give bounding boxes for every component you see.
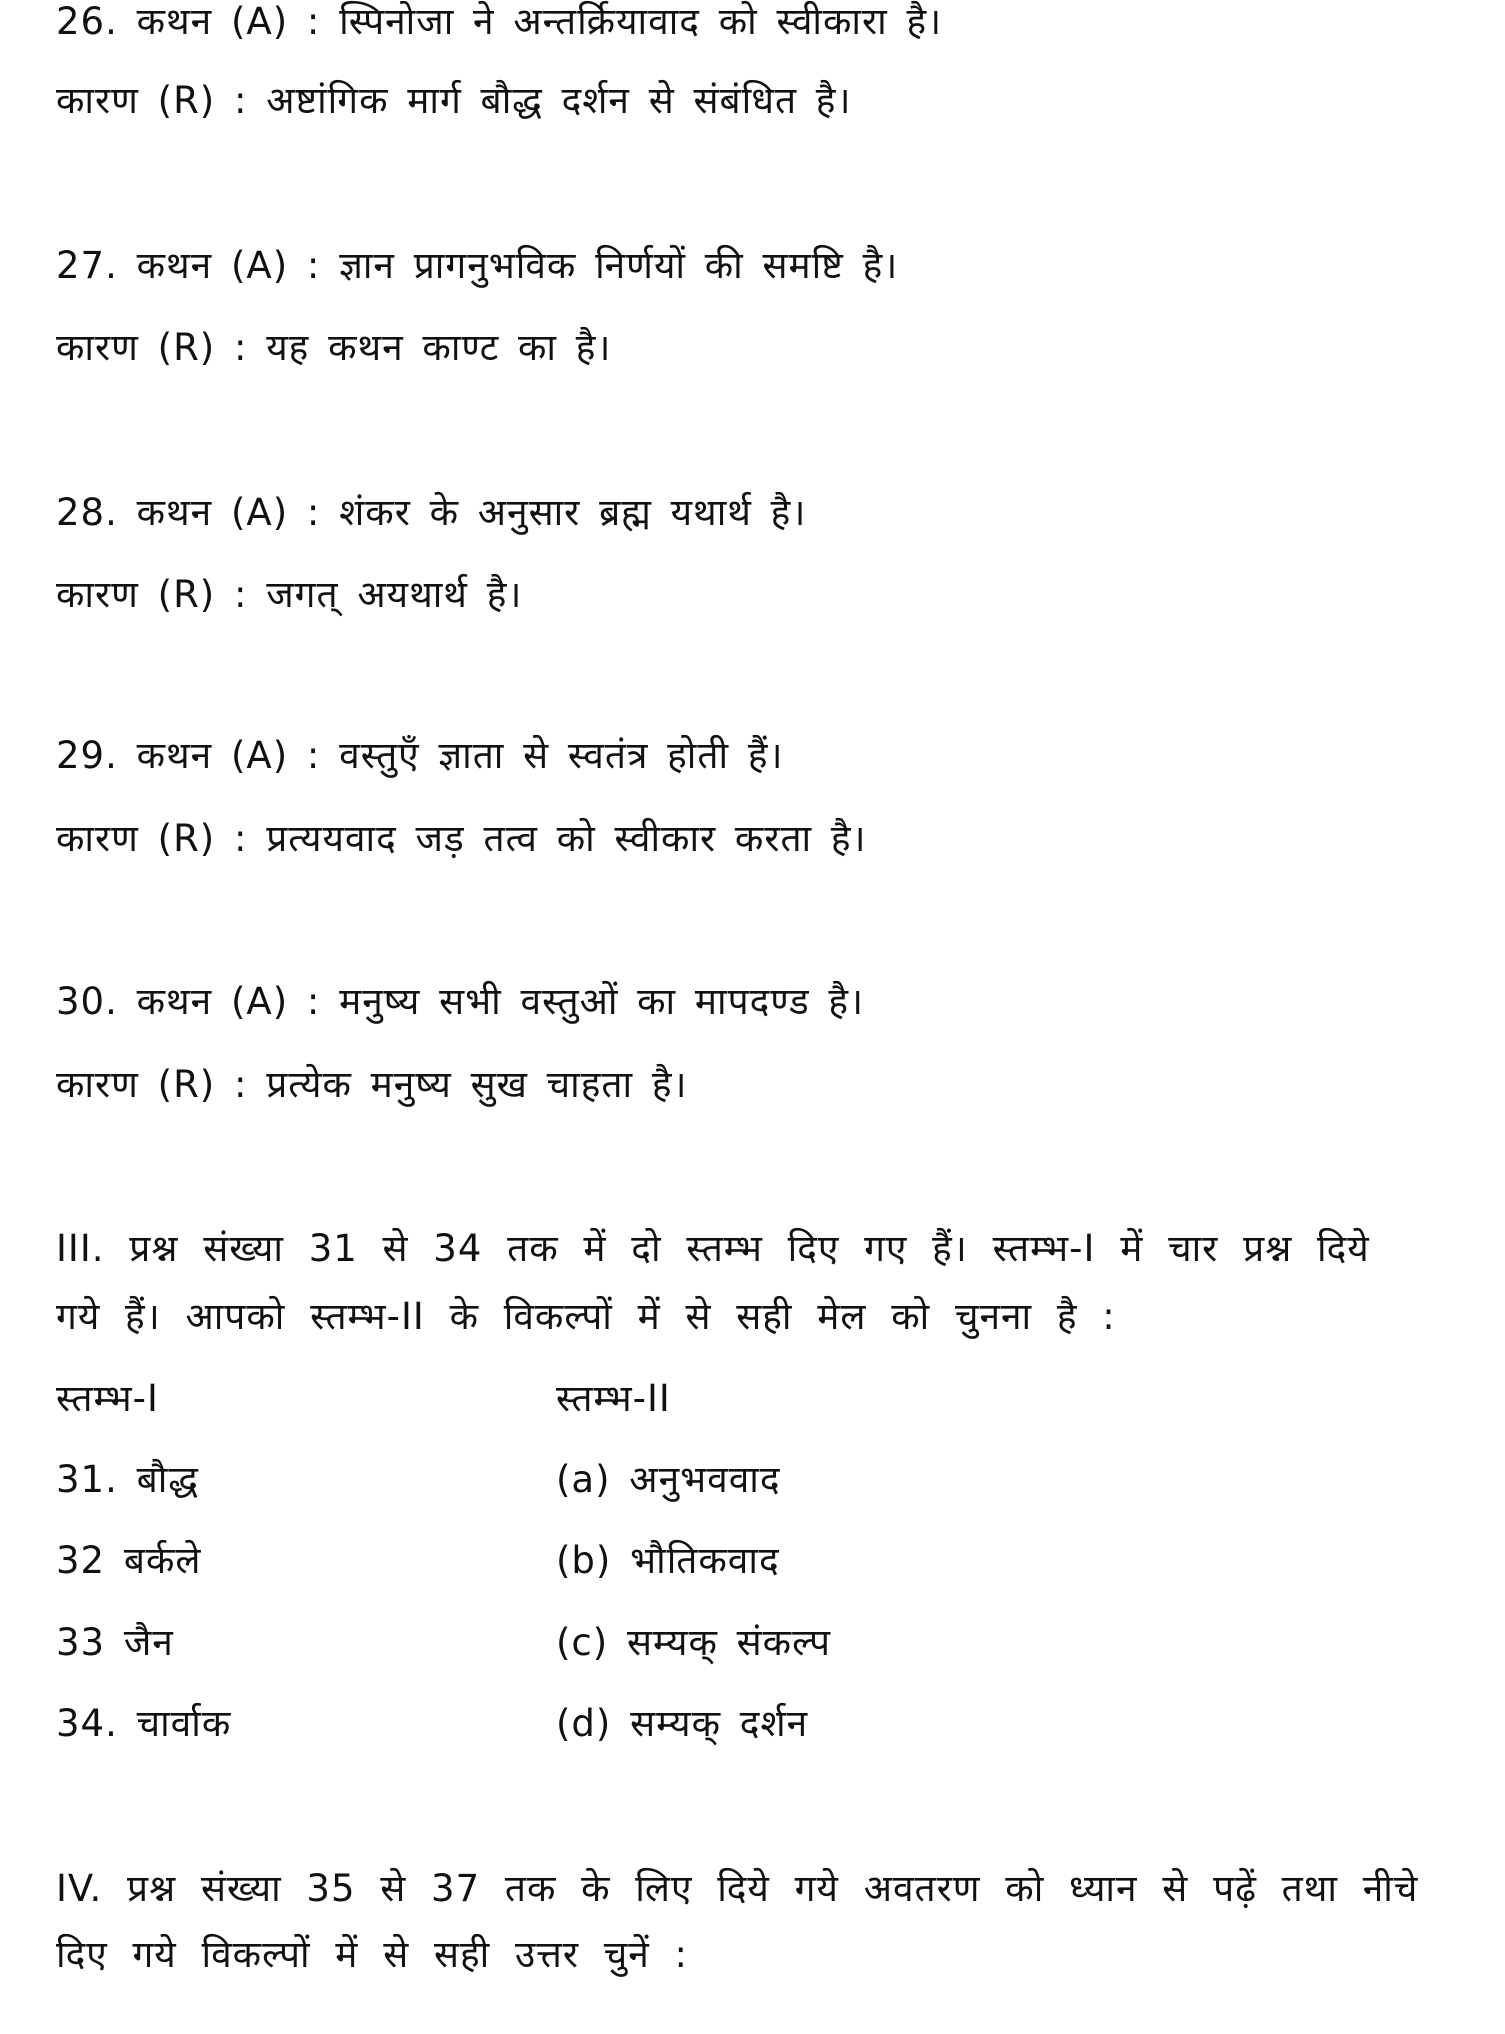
column2-item: (b) भौतिकवाद bbox=[556, 1539, 780, 1582]
reason-27: कारण (R) : यह कथन काण्ट का है। bbox=[56, 326, 612, 369]
reason-29: कारण (R) : प्रत्ययवाद जड़ तत्व को स्वीकार करता है। bbox=[56, 817, 867, 860]
column2-item: (a) अनुभववाद bbox=[556, 1458, 781, 1501]
reason-28: कारण (R) : जगत् अयथार्थ है। bbox=[56, 573, 523, 616]
assertion-26: 26. कथन (A) : स्पिनोजा ने अन्तर्क्रियावाद को स्वीकारा है। bbox=[56, 0, 943, 43]
section-iii-instruction-2: गये हैं। आपको स्तम्भ-II के विकल्पों में से सही मेल को चुनना है : bbox=[56, 1295, 1116, 1338]
column2-item: (d) सम्यक् दर्शन bbox=[556, 1702, 809, 1745]
column1-item: 33 जैन bbox=[56, 1621, 174, 1664]
column1-item: 32 बर्कले bbox=[56, 1539, 202, 1582]
column1-header: स्तम्भ-I bbox=[56, 1377, 159, 1420]
section-iv-instruction-2: दिए गये विकल्पों में से सही उत्तर चुनें : bbox=[56, 1933, 688, 1976]
reason-26: कारण (R) : अष्टांगिक मार्ग बौद्ध दर्शन से संबंधित है। bbox=[56, 79, 852, 122]
assertion-27: 27. कथन (A) : ज्ञान प्रागनुभविक निर्णयों की समष्टि है। bbox=[56, 244, 899, 287]
assertion-29: 29. कथन (A) : वस्तुएँ ज्ञाता से स्वतंत्र होती हैं। bbox=[56, 734, 784, 777]
column1-item: 31. बौद्ध bbox=[56, 1458, 199, 1501]
column2-header: स्तम्भ-II bbox=[556, 1377, 671, 1420]
assertion-28: 28. कथन (A) : शंकर के अनुसार ब्रह्म यथार्थ है। bbox=[56, 491, 807, 534]
reason-30: कारण (R) : प्रत्येक मनुष्य सुख चाहता है। bbox=[56, 1063, 688, 1106]
section-iii-instruction-1: III. प्रश्न संख्या 31 से 34 तक में दो स्तम्भ दिए गए हैं। स्तम्भ-I में चार प्रश्न दिये bbox=[56, 1227, 1370, 1270]
assertion-30: 30. कथन (A) : मनुष्य सभी वस्तुओं का मापदण्ड है। bbox=[56, 980, 865, 1023]
section-iv-instruction-1: IV. प्रश्न संख्या 35 से 37 तक के लिए दिये गये अवतरण को ध्यान से पढ़ें तथा नीचे bbox=[56, 1867, 1419, 1910]
column2-item: (c) सम्यक् संकल्प bbox=[556, 1621, 831, 1664]
column1-item: 34. चार्वाक bbox=[56, 1702, 232, 1745]
